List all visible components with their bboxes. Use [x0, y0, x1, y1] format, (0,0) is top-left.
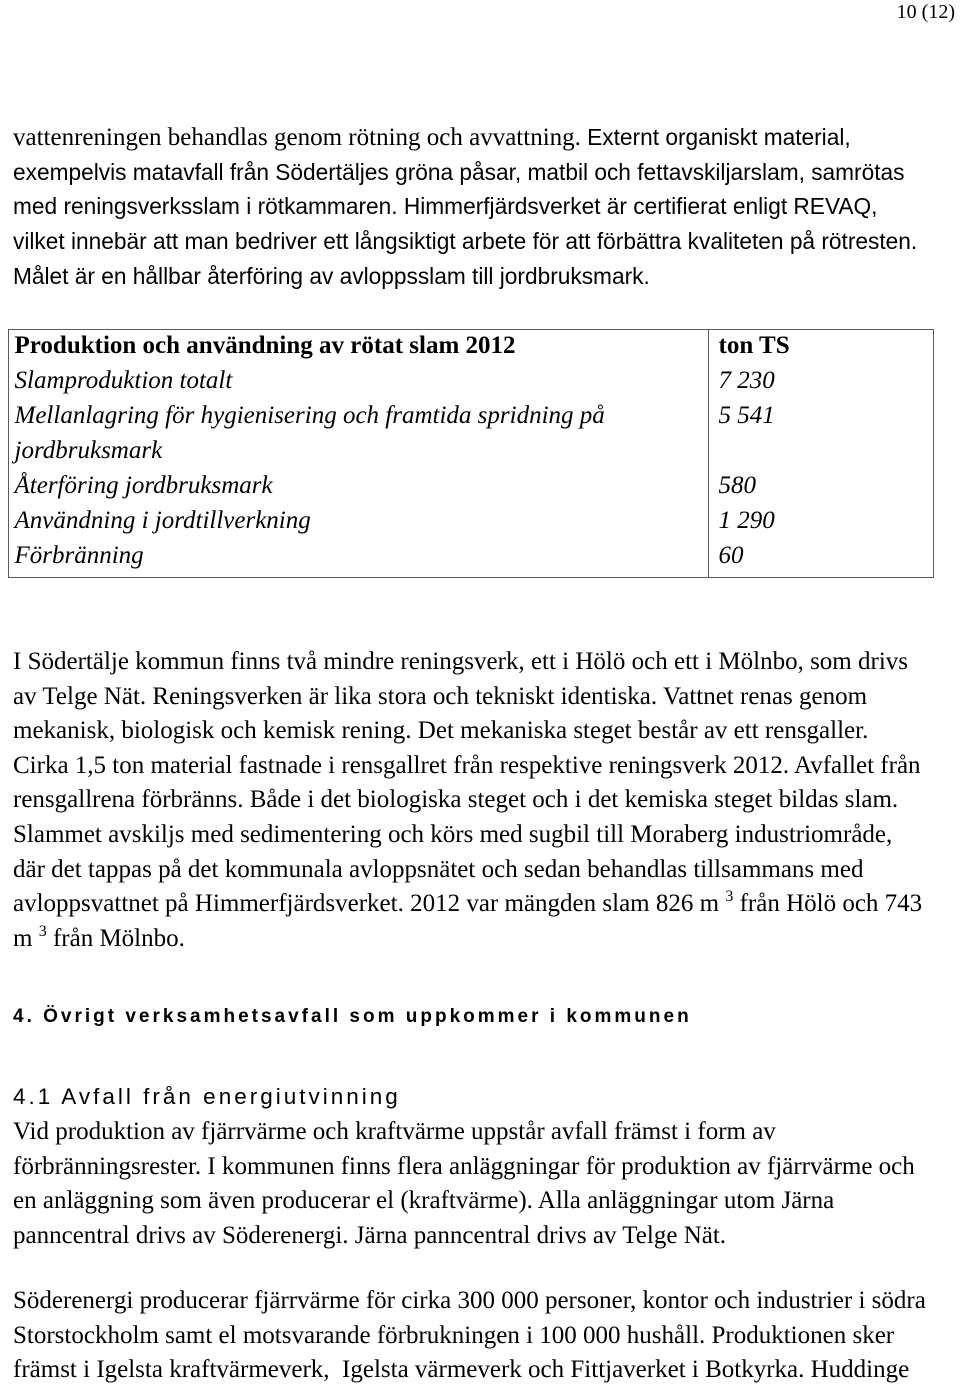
subsection-heading: 4.1 Avfall från energiutvinning	[13, 1084, 401, 1109]
superscript-exponent: 3	[725, 888, 734, 906]
row-label: Återföring jordbruksmark	[14, 472, 273, 499]
section-heading: 4. Övrigt verksamhetsavfall som uppkommer i kommunen	[13, 1006, 692, 1027]
row-value: 580	[718, 472, 756, 499]
row-value: 5 541	[718, 402, 775, 429]
intro-line-1-serif-text: vattenreningen behandlas genom rötning och avvattning.	[13, 124, 588, 151]
paragraph-line-with-unit	[13, 887, 922, 922]
intro-line-5: Målet är en hållbar återföring av avloppsslam till jordbruksmark.	[13, 262, 650, 289]
table-body	[9, 328, 933, 573]
row-value: 1 290	[718, 507, 775, 534]
table-row	[9, 363, 933, 398]
energy-paragraph-1	[13, 1115, 915, 1253]
energy-paragraph-2	[13, 1284, 926, 1388]
paragraph-line: främst i Igelsta kraftvärmeverk, Igelsta värmeverk och Fittjaverket i Botkyrka. Huddinge	[13, 1356, 910, 1384]
table-row	[9, 398, 933, 468]
row-label: Slamproduktion totalt	[14, 367, 233, 394]
paragraph-line: Slammet avskiljs med sedimentering och körs med sugbil till Moraberg industriområde,	[13, 820, 893, 848]
paragraph-line: en anläggning som även producerar el (kraftvärme). Alla anläggningar utom Järna	[13, 1187, 835, 1215]
line-text: från Hölö och 743	[733, 890, 923, 918]
superscript-exponent: 3	[38, 922, 47, 940]
paragraph-line: där det tappas på det kommunala avloppsnätet och sedan behandlas tillsammans med	[13, 855, 864, 883]
intro-line-3: med reningsverksslam i rötkammaren. Himmerfjärdsverket är certifierat enligt REVAQ,	[13, 193, 878, 220]
paragraph-line-with-unit	[13, 922, 922, 957]
table-row	[9, 538, 933, 573]
table-header-row	[9, 328, 933, 363]
paragraph-line: Söderenergi producerar fjärrvärme för cirka 300 000 personer, kontor och industrier i södra	[13, 1287, 926, 1314]
line-text: från Mölnbo.	[46, 924, 185, 952]
page-number: 10 (12)	[896, 1, 955, 23]
paragraph-line: mekanisk, biologisk och kemisk rening. Det mekaniska steget består av ett rensgaller.	[13, 717, 869, 745]
paragraph-line: Cirka 1,5 ton material fastnade i rensgallret från respektive reningsverk 2012. Avfallet från	[13, 751, 921, 779]
intro-paragraph	[13, 120, 917, 293]
paragraph-line: Storstockholm samt el motsvarande förbrukningen i 100 000 hushåll. Produktionen sker	[13, 1321, 895, 1349]
table-header-label: Produktion och användning av rötat slam 2012	[14, 332, 516, 359]
paragraph-line: rensgallrena förbränns. Både i det biologiska steget och i det kemiska steget bildas slam.	[13, 786, 899, 814]
intro-line-4: vilket innebär att man bedriver ett långsiktigt arbete för att förbättra kvaliteten på rötresten.	[13, 228, 918, 255]
paragraph-line: Vid produktion av fjärrvärme och kraftvärme uppstår avfall främst i form av	[13, 1118, 776, 1145]
sludge-table	[8, 329, 934, 578]
intro-line-1-sans-text: Externt organiskt material,	[587, 124, 851, 150]
small-plants-paragraph	[13, 645, 922, 956]
table-header-unit: ton TS	[718, 332, 790, 359]
table-row	[9, 468, 933, 503]
row-label: Användning i jordtillverkning	[14, 507, 311, 534]
row-label: Förbränning	[14, 542, 144, 569]
row-value: 7 230	[718, 367, 775, 394]
intro-line-1	[13, 120, 917, 155]
paragraph-line: panncentral drivs av Söderenergi. Järna panncentral drivs av Telge Nät.	[13, 1221, 727, 1249]
paragraph-line: av Telge Nät. Reningsverken är lika stora och tekniskt identiska. Vattnet renas genom	[13, 682, 868, 710]
row-label: Mellanlagring för hygienisering och framtida spridning på jordbruksmark	[14, 402, 605, 464]
line-text: m	[13, 924, 39, 952]
line-text: avloppsvattnet på Himmerfjärdsverket. 2012 var mängden slam 826 m	[13, 890, 726, 918]
paragraph-line: förbränningsrester. I kommunen finns flera anläggningar för produktion av fjärrvärme och	[13, 1152, 915, 1180]
row-value: 60	[718, 542, 744, 569]
intro-line-2: exempelvis matavfall från Södertäljes gröna påsar, matbil och fettavskiljarslam, samrötas	[13, 158, 905, 185]
table-row	[9, 503, 933, 538]
paragraph-line: I Södertälje kommun finns två mindre reningsverk, ett i Hölö och ett i Mölnbo, som drivs	[13, 648, 909, 675]
